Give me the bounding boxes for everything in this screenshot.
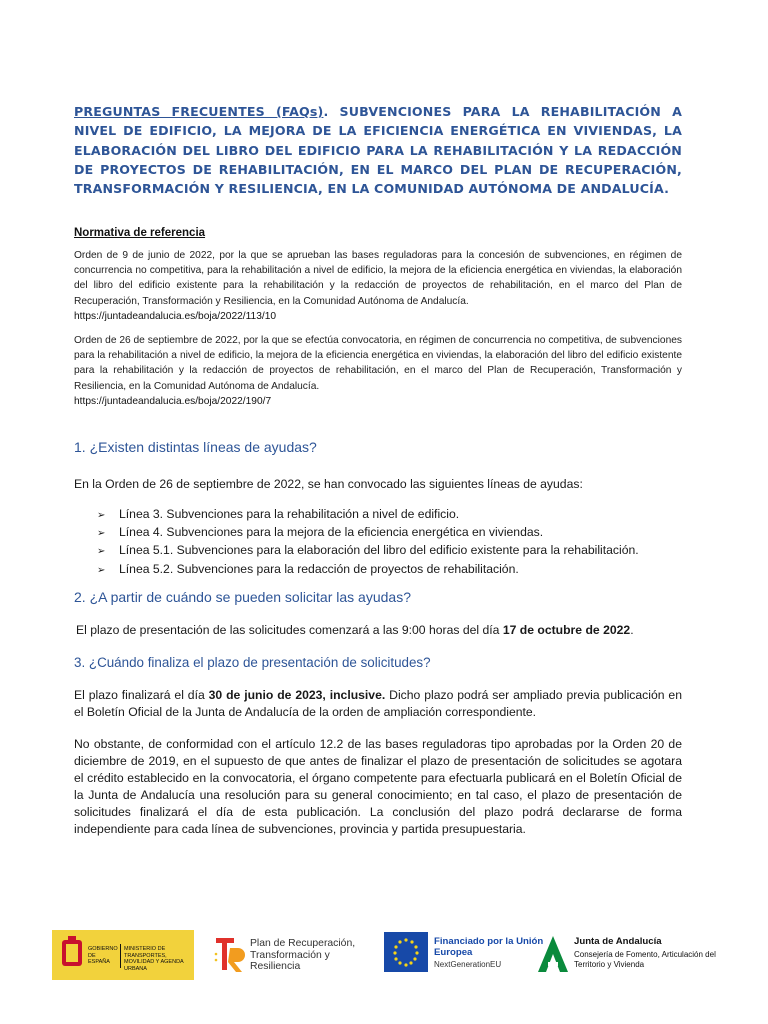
arrow-bullet-icon: ➢ [97,546,106,558]
title-faq-label: PREGUNTAS FRECUENTES (FAQs) [74,104,324,119]
prtr-mark-icon [212,934,246,974]
answer-text: El plazo finalizará el día [74,688,209,702]
junta-andalucia-logo [536,930,716,980]
document-title [74,102,682,198]
question-3-answer [74,687,682,721]
reference-text: Orden de 26 de septiembre de 2022, por la que se efectúa convocatoria, en régimen de concurrencia no competitiva, de subvenciones para la rehabilitación a nivel de edificio, la mejora de la eficiencia energética en viviendas, la elaboración del libro del edificio existente para la rehabilitación y la redacción de proyectos de rehabilitación, en el marco del Plan de Recuperación, Transformación y Resiliencia, en la Comunidad Autónoma de Andalucía. [74,335,682,392]
arrow-bullet-icon: ➢ [97,510,106,521]
coat-of-arms-icon [60,936,84,972]
reference-text: Orden de 9 de junio de 2022, por la que se aprueban las bases reguladoras para la concesión de subvenciones, en régimen de concurrencia no competitiva, para la rehabilitación a nivel de edificio, la mejora de la eficiencia energética en viviendas, la elaboración del libro del edificio existente para la rehabilitación y la redacción de proyectos de rehabilitación, en el marco del Plan de Recuperación, Transformación y Resiliencia, en la Comunidad Autónoma de Andalucía. [74,250,682,307]
list-item [97,524,639,542]
answer-text: . [630,623,634,637]
ministerio-label: MINISTERIO DE TRANSPORTES, MOVILIDAD Y AGENDA URBANA [124,946,184,972]
consejeria-label: Consejería de Fomento, Articulación del Territorio y Vivienda [574,950,716,969]
question-3-detail: No obstante, de conformidad con el artículo 12.2 de las bases reguladoras tipo aprobadas por la Orden 20 de diciembre de 2019, en el supuesto de que antes de finalizar el plazo de presentación de solicitudes se agotara el crédito establecido en la convocatoria, el órgano competente para efectuarla publicará en el Boletín Oficial de la Junta de Andalucía una resolución para su general conocimiento; en tal caso, el plazo de presentación de solicitudes finalizará el día de esta publicación. La conclusión del plazo podrá declararse de forma independiente para cada línea de subvenciones, provincia y partida presupuestaria. [74,737,682,836]
reference-item [74,248,682,324]
eu-funding-label: Financiado por la Unión Europea [434,936,544,958]
reference-link[interactable]: https://juntadeandalucia.es/boja/2022/190/7 [74,395,272,407]
list-item-text: Línea 4. Subvenciones para la mejora de la eficiencia energética en viviendas. [119,525,544,540]
arrow-bullet-icon: ➢ [97,564,106,576]
gobierno-espana-logo [52,930,194,980]
prtr-logo [212,930,372,980]
prtr-label: Plan de Recuperación, Transformación y Resiliencia [250,938,356,972]
nextgen-label: NextGenerationEU [434,960,502,969]
list-item-text: Línea 5.1. Subvenciones para la elaboración del libro del edificio existente para la rehabilitación. [119,543,639,558]
divider [120,944,121,968]
aid-lines-list [97,506,639,579]
list-item-text: Línea 3. Subvenciones para la rehabilitación a nivel de edificio. [119,507,460,521]
answer-text: El plazo de presentación de las solicitudes comenzará a las 9:00 horas del día [76,623,503,637]
start-date: 17 de octubre de 2022 [502,623,631,637]
title-subject: . SUBVENCIONES PARA LA REHABILITACIÓN A NIVEL DE EDIFICIO, LA MEJORA DE LA EFICIENCIA ENERGÉTICA EN VIVIENDAS, LA ELABORACIÓN DEL LIBRO DEL EDIFICIO PARA LA REHABILITACIÓN Y LA REDACCIÓN DE PROYECTOS DE REHABILITACIÓN, EN EL MARCO DEL PLAN DE RECUPERACIÓN, TRANSFORMACIÓN Y RESILIENCIA, EN LA COMUNIDAD AUTÓNOMA DE ANDALUCÍA. [74,104,683,197]
reference-item [74,333,682,409]
question-2-answer [76,622,684,639]
answer-text: Dicho plazo podrá ser ampliado previa publicación en el Boletín Oficial de la Junta de Andalucía de la orden de ampliación correspondiente. [74,688,682,719]
reference-link[interactable]: https://juntadeandalucia.es/boja/2022/113/10 [74,310,277,322]
junta-mark-icon [536,934,570,974]
question-1-intro: En la Orden de 26 de septiembre de 2022, se han convocado las siguientes líneas de ayudas: [74,477,583,491]
gobierno-label: GOBIERNO DE ESPAÑA [88,946,118,965]
question-3-heading: 3. ¿Cuándo finaliza el plazo de presentación de solicitudes? [74,655,431,670]
list-item-text: Línea 5.2. Subvenciones para la redacción de proyectos de rehabilitación. [119,561,519,576]
junta-label: Junta de Andalucía [574,936,662,947]
list-item [97,561,639,579]
list-item [97,542,639,560]
arrow-bullet-icon: ➢ [97,528,106,540]
end-date: 30 de junio de 2023, inclusive. [208,688,386,702]
reference-heading: Normativa de referencia [74,227,206,239]
eu-logo [384,930,544,980]
funding-logos [52,930,716,980]
eu-flag-icon [384,932,428,972]
question-1-heading: 1. ¿Existen distintas líneas de ayudas? [74,439,317,455]
question-2-heading: 2. ¿A partir de cuándo se pueden solicitar las ayudas? [74,589,411,605]
list-item [97,506,639,524]
